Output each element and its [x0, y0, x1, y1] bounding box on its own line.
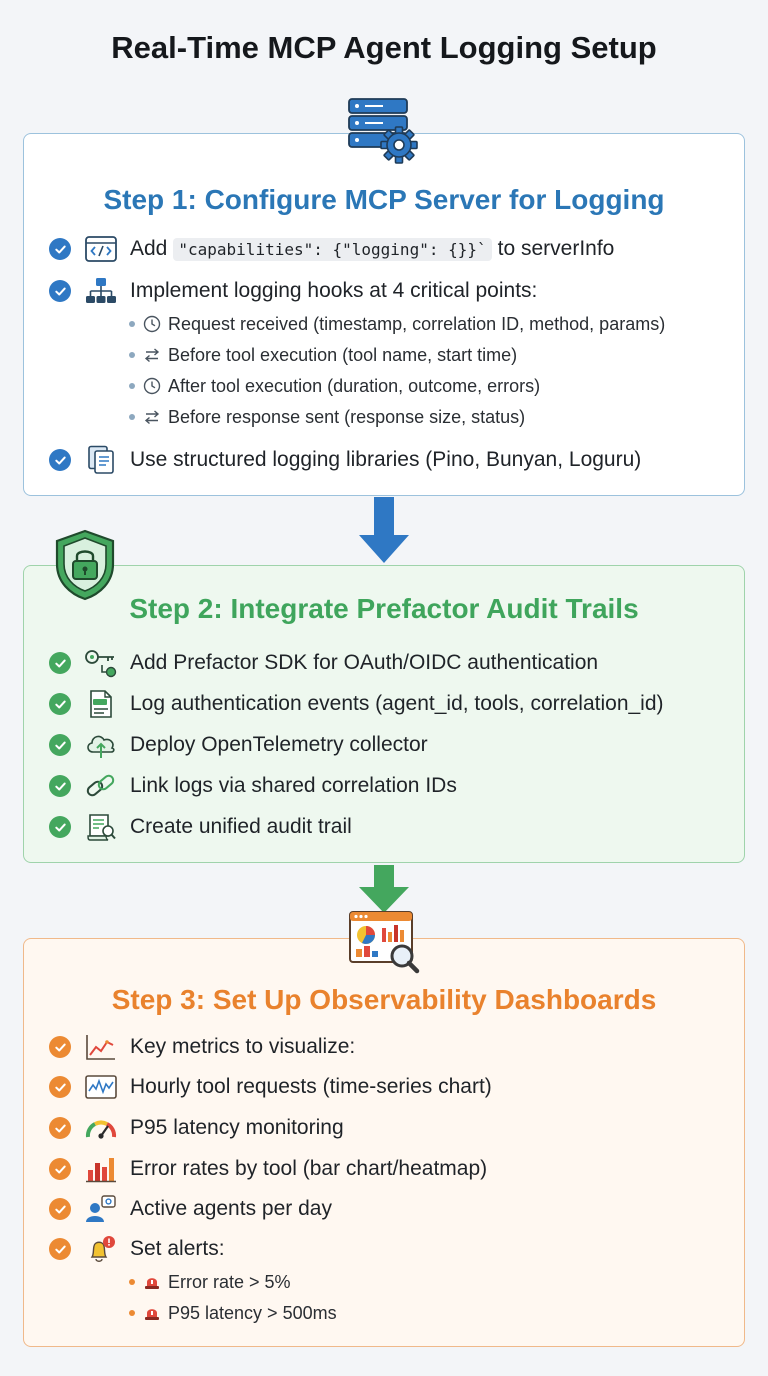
flow-arrow-down [357, 497, 411, 565]
link-logs-text: Link logs via shared correlation IDs [130, 774, 457, 797]
check-icon [49, 1036, 71, 1058]
step-1-item-libraries [49, 445, 641, 475]
libraries-text: Use structured logging libraries (Pino, Bunyan, Loguru) [130, 448, 642, 471]
hierarchy-icon [84, 276, 118, 306]
check-icon [49, 816, 71, 838]
cloud-upload-icon [84, 730, 118, 760]
time-series-icon [84, 1072, 118, 1102]
bar-chart-icon [84, 1154, 118, 1184]
hooks-text: Implement logging hooks at 4 critical points: [130, 279, 538, 302]
hook-before-response [129, 404, 525, 430]
check-icon [49, 238, 71, 260]
documents-icon [84, 445, 118, 475]
alert-p95-latency [129, 1300, 337, 1326]
swap-arrows-icon [143, 346, 161, 364]
step-3-title: Step 3: Set Up Observability Dashboards [111, 984, 657, 1015]
step-2-card [23, 565, 745, 863]
audit-scroll-icon [84, 812, 118, 842]
otel-text: Deploy OpenTelemetry collector [130, 733, 428, 756]
hook-text: Request received (timestamp, correlation ID, method, params) [168, 313, 666, 334]
step-3-item-key-metrics [49, 1032, 355, 1062]
alert-text: P95 latency > 500ms [168, 1302, 337, 1323]
check-icon [49, 652, 71, 674]
step-3-card [23, 938, 745, 1347]
step-1-card [23, 133, 745, 496]
step-2-item-otel [49, 730, 428, 760]
bullet-dot [129, 352, 135, 358]
check-icon [49, 1076, 71, 1098]
page-title: Real-Time MCP Agent Logging Setup [111, 30, 657, 65]
bullet-dot [129, 1310, 135, 1316]
error-rates-text: Error rates by tool (bar chart/heatmap) [130, 1157, 488, 1180]
check-icon [49, 775, 71, 797]
check-icon [49, 449, 71, 471]
clock-icon [143, 377, 161, 395]
alerts-text: Set alerts: [130, 1237, 225, 1260]
step-3-item-latency [49, 1113, 344, 1143]
auth-events-text: Log authentication events (agent_id, tools, correlation_id) [130, 692, 664, 715]
bullet-dot [129, 321, 135, 327]
step-1-item-hooks [49, 276, 537, 306]
capabilities-suffix: to serverInfo [497, 237, 615, 260]
check-icon [49, 1158, 71, 1180]
server-gear-icon [343, 95, 423, 167]
capabilities-code: "capabilities": {"logging": {}}` [173, 238, 491, 261]
siren-icon [143, 1273, 161, 1291]
dashboard-magnifier-icon [346, 908, 422, 974]
check-icon [49, 1117, 71, 1139]
check-icon [49, 280, 71, 302]
gauge-icon [84, 1113, 118, 1143]
log-file-icon [84, 689, 118, 719]
bullet-dot [129, 383, 135, 389]
step-3-item-error-rates [49, 1154, 487, 1184]
hook-text: After tool execution (duration, outcome, errors) [168, 375, 541, 396]
check-icon [49, 1238, 71, 1260]
hook-text: Before response sent (response size, status) [168, 406, 526, 427]
step-1-title: Step 1: Configure MCP Server for Logging [103, 184, 665, 215]
step-3-item-active-agents [49, 1194, 332, 1224]
bullet-dot [129, 1279, 135, 1285]
alert-error-rate [129, 1269, 291, 1295]
check-icon [49, 734, 71, 756]
check-icon [49, 1198, 71, 1220]
latency-text: P95 latency monitoring [130, 1116, 344, 1139]
shield-lock-icon [52, 528, 118, 602]
step-1-item-capabilities [49, 234, 614, 264]
alert-bell-icon [84, 1234, 118, 1264]
sdk-text: Add Prefactor SDK for OAuth/OIDC authentication [130, 651, 599, 674]
hook-before-tool [129, 342, 517, 368]
audit-trail-text: Create unified audit trail [130, 815, 352, 838]
step-2-item-sdk [49, 648, 598, 678]
check-icon [49, 693, 71, 715]
active-agents-icon [84, 1194, 118, 1224]
step-2-item-auth-events [49, 689, 664, 719]
code-window-icon [84, 234, 118, 264]
step-2-item-link-logs [49, 771, 457, 801]
step-2-item-audit-trail [49, 812, 352, 842]
alert-text: Error rate > 5% [168, 1271, 291, 1292]
clock-icon [143, 315, 161, 333]
step-3-item-alerts [49, 1234, 225, 1264]
hook-request-received [129, 311, 665, 337]
capabilities-prefix: Add [130, 237, 168, 260]
chain-link-icon [84, 771, 118, 801]
siren-icon [143, 1304, 161, 1322]
bullet-dot [129, 414, 135, 420]
hourly-requests-text: Hourly tool requests (time-series chart) [130, 1075, 492, 1098]
key-icon [84, 648, 118, 678]
step-2-title: Step 2: Integrate Prefactor Audit Trails [129, 593, 639, 624]
active-agents-text: Active agents per day [130, 1197, 332, 1220]
swap-arrows-icon [143, 408, 161, 426]
key-metrics-text: Key metrics to visualize: [130, 1035, 356, 1058]
hook-text: Before tool execution (tool name, start time) [168, 344, 518, 365]
line-chart-icon [84, 1032, 118, 1062]
hook-after-tool [129, 373, 540, 399]
step-3-item-hourly-requests [49, 1072, 492, 1102]
